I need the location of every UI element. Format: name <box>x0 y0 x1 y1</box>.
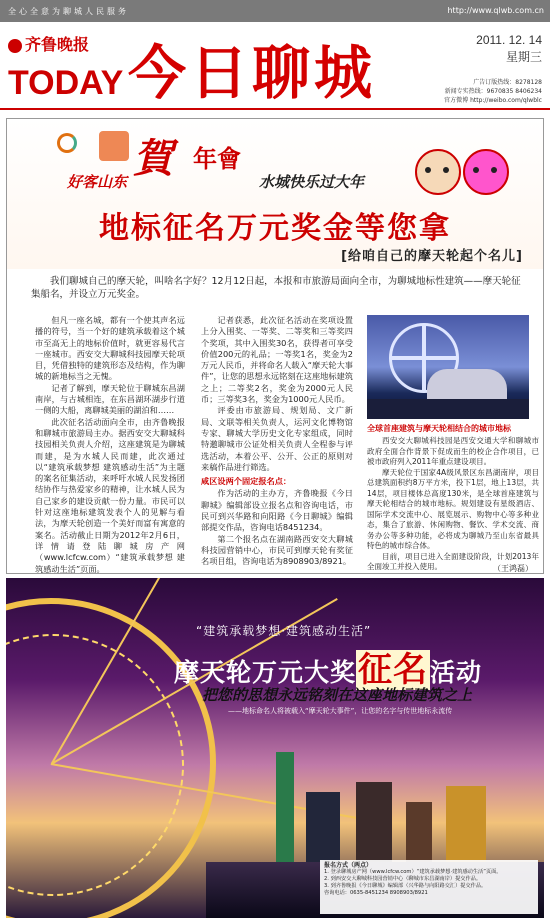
ad-title-a: 摩天轮万元大奖 <box>174 658 357 687</box>
article-frame <box>6 118 544 574</box>
paragraph: 目前，项目已进入全面建设阶段，计划2013年全面竣工并投入使用。 <box>367 551 539 571</box>
paragraph: 摩天轮位于国家4A级风景区东昌湖南岸，项目总建筑面积约8万平方米，投下1层，地上13层，共14层，项目楼体总高度130米，是全球首座建筑与摩天轮相结合的城市地标。规划建设有星级酒店、国际学术交流中心、展览展示、购物中心等多种业态，集合了旅游、休闲购物、餐饮、学术交流、商务办公等多种功能，必将成为聊城乃至山东省最具特色的城市综合体。 <box>367 467 539 550</box>
ad-slogan: “建筑承载梦想·建筑感动生活” <box>196 624 372 638</box>
logo-cn-text: 齐鲁晚报 <box>25 35 90 54</box>
swirl-icon <box>57 133 77 153</box>
he-character: 賀 <box>133 135 173 182</box>
top-slogan: 全心全意为聊城人民服务 <box>8 7 129 16</box>
paragraph: 西安交大聊城科技园是西安交通大学和聊城市政府全面合作背景下促成而生的校企合作项目，已被市政府列入2011年重点建设项目。 <box>367 436 539 466</box>
ad-tagline: 把您的思想永远铭刻在这座地标建筑之上 <box>202 686 473 704</box>
ad-box-line: 2. 到西安交大聊城科技园营销中心（聊城市东昌湖南岸）提交作品。 <box>324 876 482 882</box>
ad-box-line: 3. 到齐鲁晚报《今日聊城》编辑部（兴华路与向阳路交汇）提交作品。 <box>324 883 487 889</box>
issue-weekday: 星期三 <box>505 50 542 64</box>
ad-box-line: 咨询电话：0635-8451234 8908903/8921 <box>324 890 428 896</box>
date-block <box>476 32 542 66</box>
article-banner <box>7 119 543 269</box>
column-1 <box>35 315 185 575</box>
paragraph: 评委由市旅游局、规划局、文广新局、文联等相关负责人，运河文化博物馆专家、聊城大学历史文化专家组成，同时特邀聊城市公证处相关负责人全程参与评选活动，本着公平、公开、公正的原则对来稿作品进行筛选。 <box>201 405 353 472</box>
skyline-tower <box>276 752 294 862</box>
column-2 <box>201 315 353 568</box>
ad-box-title: 报名方式（两点） <box>324 862 373 869</box>
contacts <box>444 78 542 105</box>
top-strip <box>0 0 550 22</box>
logo-en-text: TODAY <box>8 64 124 102</box>
cartoon-girl-icon <box>463 149 509 195</box>
contact-ad: 广告订版热线：8278128 <box>473 79 542 86</box>
ad-box-line: 1. 登录聊城房产网（www.lcfcw.com）“建筑承载梦想·建筑感动生活”页面。 <box>324 869 502 875</box>
building-shape <box>427 369 507 399</box>
contact-news: 新闻专实热线：9670835 8406234 <box>444 88 542 95</box>
shandong-logo <box>57 133 77 153</box>
masthead <box>0 22 550 110</box>
banner-right-phrase: 水城快乐过大年 <box>259 173 365 191</box>
nian-characters: 年會 <box>193 145 241 173</box>
contact-weibo[interactable]: 官方微博 http://weibo.com/qlwblc <box>444 97 542 104</box>
logo-icon <box>8 39 22 53</box>
section-subhead: 咸区设两个固定报名点： <box>201 476 292 487</box>
paragraph: 此次征名活动面向全市，由齐鲁晚报和聊城市旅游局主办。据西安交大聊城科技园相关负责人介绍，这座建筑是为聊城而建，是为水城人民而建，此次通过以“建筑承载梦想 建筑感动生活”为主题的案名征集活动，来呼吁水城人民发扬团结协作与热爱家乡的精神，让水城人民为自己家乡的建设贡献一份力量。市民可以针对这座地标建筑发表个人的见解与看法，为摩天轮创造一个美好而富有寓意的案名。活动截止日期为2012年2月6日，详情请登陆聊城房产网（www.lcfcw.com）“建筑承载梦想 建筑感动生活”页面。 <box>35 416 185 574</box>
banner-left-phrase: 好客山东 <box>67 173 128 191</box>
photo-caption: 全球首座建筑与摩天轮相结合的城市地标 <box>367 424 511 433</box>
paragraph: 但凡一座名城，都有一个使其声名远播的符号，当一个好的建筑承载着这个城市至高无上的地标价值时，就更容易代言一座城市。西安交大聊城科技园摩天轮项目，凭借独特的建筑形态及结构，作为聊城的新地标当之无愧。 <box>35 315 185 382</box>
skyline-building <box>356 782 392 862</box>
ad-subtagline: ——地标命名人将被载入“摩天轮大事件”，让您的名字与传世地标永流传 <box>228 707 453 715</box>
author-byline: （王鸿磊） <box>493 564 533 573</box>
ferris-wheel-photo <box>367 315 529 419</box>
article-headline: 地标征名万元奖金等您拿 <box>99 211 451 246</box>
skyline-building <box>306 792 340 862</box>
advertisement <box>6 578 544 918</box>
ad-title-big: 征名 <box>358 650 429 690</box>
lake-shape <box>367 399 529 419</box>
ad-title-b: 活动 <box>430 658 483 687</box>
top-url[interactable]: http://www.qlwb.com.cn <box>447 6 544 15</box>
column-3 <box>367 315 539 573</box>
issue-date: 2011. 12. 14 <box>476 33 542 47</box>
newspaper-logo <box>8 32 89 55</box>
paragraph: 第二个报名点在湖南路西安交大聊城科技园营销中心，市民可到摩天轮有奖征名项目组，咨询电话为8908903/8921。 <box>201 533 353 567</box>
paragraph: 记者获悉，此次征名活动在奖项设置上分入围奖、一等奖、二等奖和三等奖四个奖项，其中入围奖30名，获得者可享受价值200元的礼品；一等奖1名，奖金为2万元人民币，并将命名人载入“摩天轮大事件”，让您的思想永远铭刻在这座地标建筑之上；二等奖2名，奖金为2000元人民币；三等奖3名，奖金为1000元人民币。 <box>201 315 353 405</box>
skyline-building <box>406 802 432 862</box>
skyline-building <box>446 786 486 862</box>
column-3-body <box>367 436 539 573</box>
article-lead: 我们聊城自己的摩天轮，叫啥名字好？12月12日起，本报和市旅游局面向全市，为聊城地标性建筑——摩天轮征集船名，并设立万元奖金。 <box>31 276 521 300</box>
page-title: 今日聊城 <box>128 39 377 107</box>
ad-info-box <box>320 860 538 914</box>
paragraph: 作为活动的主办方，齐鲁晚报《今日聊城》编辑部设立报名点和咨询电话，市民可到兴华路和向阳路《今日聊城》编辑部提交作品，咨询电话8451234。 <box>201 488 353 533</box>
new-year-seal-icon <box>99 131 129 161</box>
article-subheadline: [给咱自己的摩天轮起个名儿] <box>341 249 523 264</box>
cartoon-boy-icon <box>415 149 461 195</box>
paragraph: 记者了解到，摩天轮位于聊城东昌湖南岸，与古城相连，在东昌湖环湖步行道一侧的大船，离聊城美丽的湖泊和…… <box>35 382 185 416</box>
